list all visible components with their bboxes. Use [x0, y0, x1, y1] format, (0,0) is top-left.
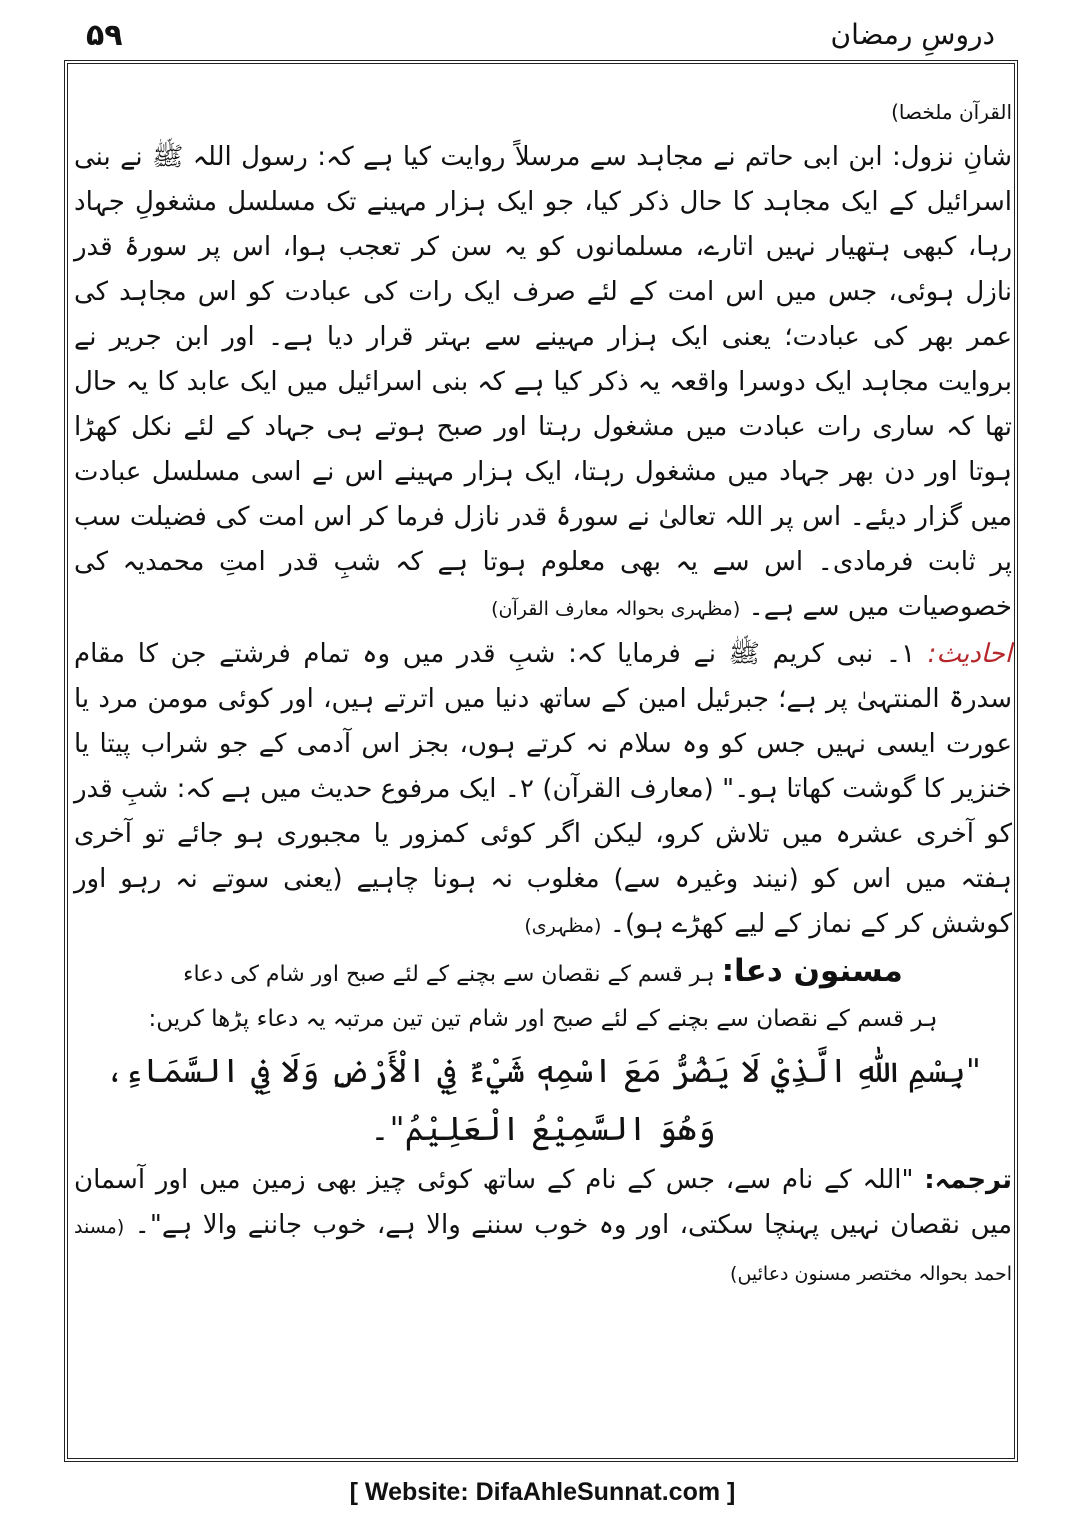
translation-label: ترجمہ: — [924, 1165, 1012, 1195]
dua-subtitle: ہر قسم کے نقصان سے بچنے کے لئے صبح اور شام کی دعاء — [183, 962, 715, 987]
translation-text: "اللہ کے نام سے، جس کے نام کے ساتھ کوئی چیز بھی زمین میں اور آسمان میں نقصان نہیں پہنچا سکتی، اور وہ خوب سننے والا ہے، خوب جاننے والا ہے"۔ — [74, 1165, 1013, 1240]
reference-citation: (مسند احمد بحوالہ مختصر مسنون دعائیں) — [74, 1216, 1012, 1285]
running-title: دروسِ رمضان — [830, 18, 995, 51]
dua-heading — [74, 949, 1012, 997]
website-footer: [ Website: DifaAhleSunnat.com ] — [349, 1478, 736, 1506]
reference-citation: (مظہری) — [524, 915, 602, 937]
dua-arabic-text: "بِسْمِ اللّٰهِ الَّذِيْ لَا يَضُرُّ مَعَ اسْمِهٖ شَيْءٌ فِي الْأَرْضِ وَلَا فِي السَّمَاءِ، وَهُوَ السَّمِيْعُ الْعَلِيْمُ"۔ — [105, 1051, 981, 1148]
paragraph-text: شانِ نزول: ابن ابی حاتم نے مجاہد سے مرسلاً روایت کیا ہے کہ: رسول اللہ ﷺ نے بنی اسرائیل کے ایک مجاہد کا حال ذکر کیا، جو ایک ہزار مہینے تک مسلسل مشغولِ جہاد رہا، کبھی ہتھیار نہیں اتارے، مسلمانوں کو یہ سن کر تعجب ہوا، اس پر سورۂ قدر نازل ہوئی، جس میں اس امت کے لئے صرف ایک رات کی عبادت کو اس مجاہد کی عمر بھر کی عبادت؛ یعنی ایک ہزار مہینے سے بہتر قرار دیا ہے۔ اور ابن جریر نے بروایت مجاہد ایک دوسرا واقعہ یہ ذکر کیا ہے کہ بنی اسرائیل میں ایک عابد کا یہ حال تھا کہ ساری رات عبادت میں مشغول رہتا اور صبح ہوتے ہی جہاد کے لئے نکل کھڑا ہوتا اور دن بھر جہاد میں مشغول رہتا، ایک ہزار مہینے اس نے اسی مسلسل عبادت میں گزار دیئے۔ اس پر اللہ تعالیٰ نے سورۂ قدر نازل فرما کر اس امت کی فضیلت سب پر ثابت فرمادی۔ اس سے یہ بھی معلوم ہوتا ہے کہ شبِ قدر امتِ محمدیہ کی خصوصیات میں سے ہے۔ — [74, 142, 1012, 622]
page-number: ۵۹ — [86, 18, 123, 53]
paragraph-shan-e-nuzool — [74, 135, 1012, 632]
reference-citation: (مظہری بحوالہ معارف القرآن) — [491, 598, 741, 620]
paragraph-hadith — [74, 632, 1012, 949]
paragraph-translation — [74, 1158, 1012, 1297]
hadith-heading: احادیث: — [927, 639, 1012, 669]
paragraph-text: ۱۔ نبی کریم ﷺ نے فرمایا کہ: شبِ قدر میں وہ تمام فرشتے جن کا مقام سدرۃ المنتہیٰ پر ہے؛ جبرئیل امین کے ساتھ دنیا میں اترتے ہیں، اور کوئی مومن مرد یا عورت ایسی نہیں جس کو وہ سلام نہ کرتے ہوں، بجز اس آدمی کے جو شراب پیتا یا خنزیر کا گوشت کھاتا ہو۔" (معارف القرآن) ۲۔ ایک مرفوع حدیث میں ہے کہ: شبِ قدر کو آخری عشرہ میں تلاش کرو، لیکن اگر کوئی کمزور یا مجبوری ہو جائے تو آخری ہفتہ میں اس کو (نیند وغیرہ سے) مغلوب نہ ہونا چاہیے (یعنی سوتے نہ رہو اور کوشش کر کے نماز کے لیے کھڑے ہو)۔ — [74, 639, 1012, 939]
dua-instruction: ہر قسم کے نقصان سے بچنے کے لئے صبح اور شام تین تین مرتبہ یہ دعاء پڑھا کریں: — [148, 1006, 938, 1032]
source-citation-top: القرآن ملخصا) — [891, 100, 1012, 124]
dua-title: مسنون دعا: — [721, 953, 903, 989]
page-content — [74, 90, 1012, 1297]
